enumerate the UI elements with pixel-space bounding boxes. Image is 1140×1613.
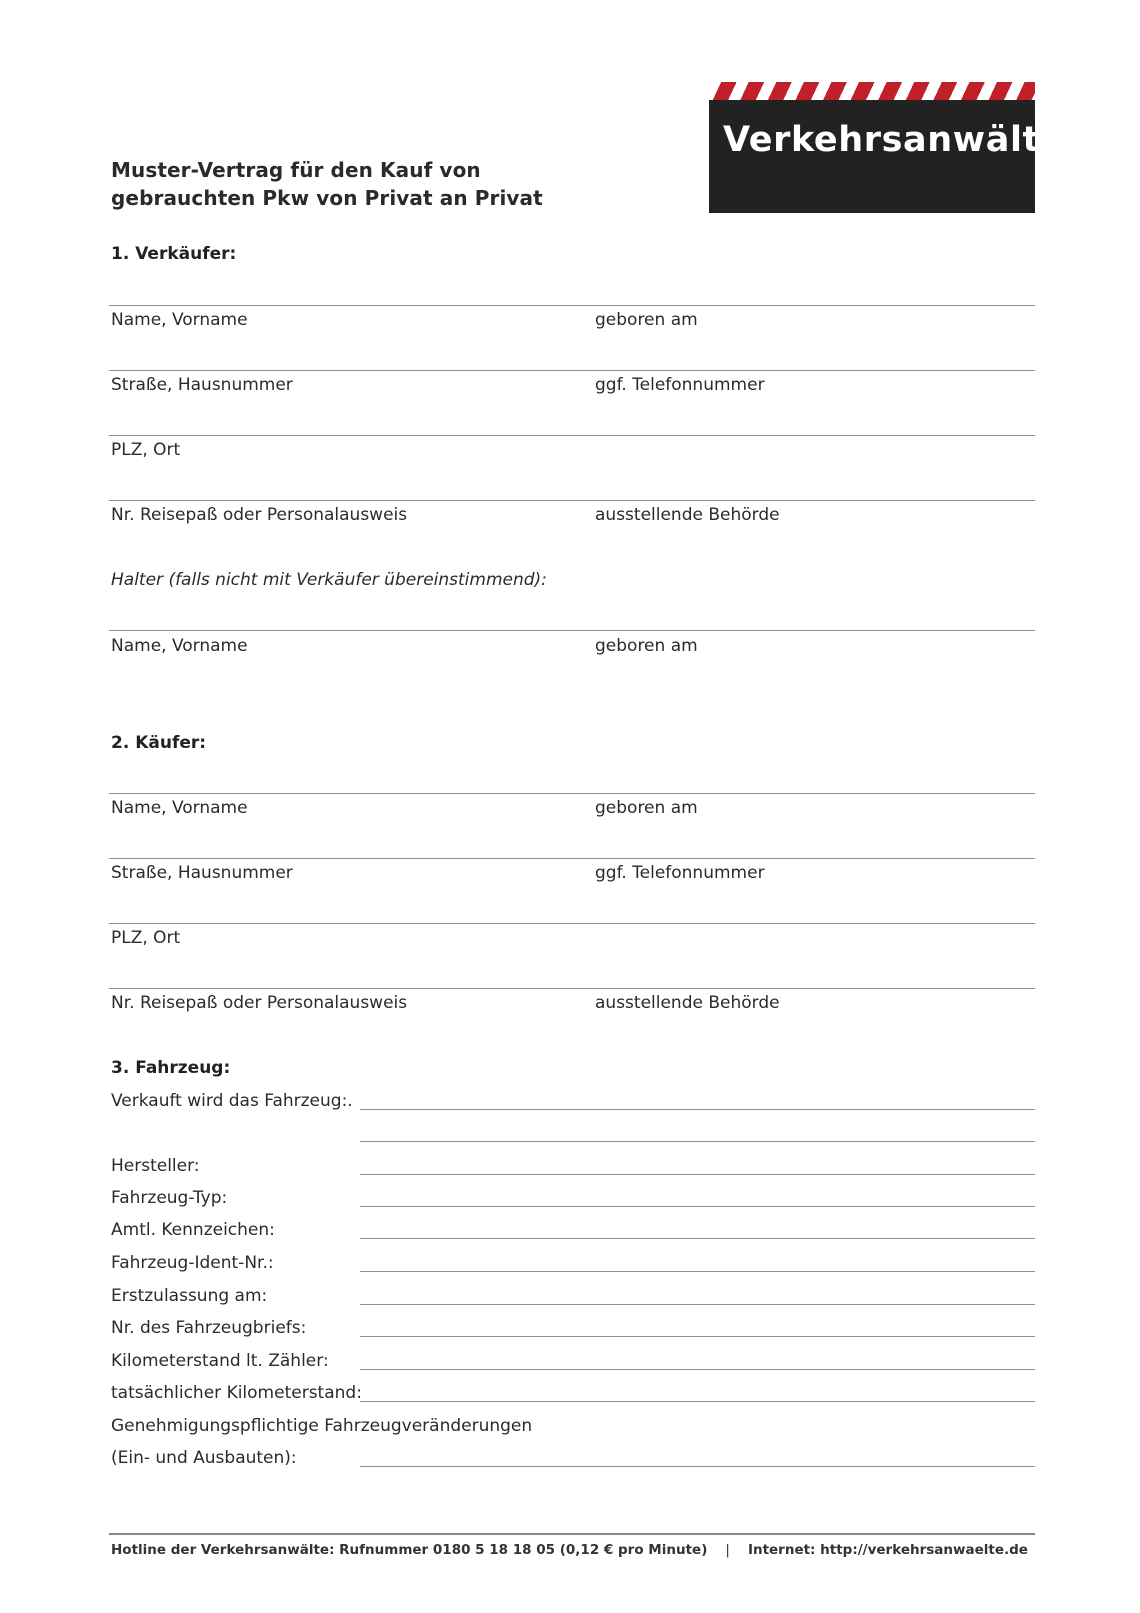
seller-phone-label: ggf. Telefonnummer [595,375,765,395]
holder-name-label: Name, Vorname [111,636,248,656]
holder-birthdate-label: geboren am [595,636,698,656]
buyer-phone-label: ggf. Telefonnummer [595,863,765,883]
seller-street-line [109,370,1035,371]
buyer-street-line [109,858,1035,859]
seller-id-line [109,500,1035,501]
vehicle-document-line [360,1336,1035,1337]
section-seller-heading: 1. Verkäufer: [111,244,237,264]
seller-name-label: Name, Vorname [111,310,248,330]
footer [111,1542,1028,1558]
buyer-name-label: Name, Vorname [111,798,248,818]
logo-text: Verkehrsanwälte. [723,120,1079,160]
buyer-id-label: Nr. Reisepaß oder Personalausweis [111,993,408,1013]
vehicle-sold-line [360,1109,1035,1110]
verkehrsanwaelte-logo [709,82,1079,213]
vehicle-document-label: Nr. des Fahrzeugbriefs: [111,1318,307,1338]
section-vehicle-heading: 3. Fahrzeug: [111,1058,231,1078]
odometer-line [360,1369,1035,1370]
holder-name-line [109,630,1035,631]
actual-mileage-line [360,1401,1035,1402]
footer-internet[interactable]: Internet: http://verkehrsanwaelte.de [747,1542,1028,1558]
footer-hotline: Hotline der Verkehrsanwälte: Rufnummer 0180 5 18 18 05 (0,12 € pro Minute) [111,1542,708,1558]
license-plate-label: Amtl. Kennzeichen: [111,1220,275,1240]
footer-rule [109,1533,1035,1535]
seller-street-label: Straße, Hausnummer [111,375,293,395]
seller-city-label: PLZ, Ort [111,440,181,460]
buyer-city-label: PLZ, Ort [111,928,181,948]
seller-name-line [109,305,1035,306]
logo-stripe-band [709,82,1035,100]
title-line-2: gebrauchten Pkw von Privat an Privat [111,186,543,210]
vehicle-sold-line-2 [360,1141,1035,1142]
manufacturer-label: Hersteller: [111,1156,200,1176]
first-registration-label: Erstzulassung am: [111,1286,268,1306]
actual-mileage-label: tatsächlicher Kilometerstand: [111,1383,362,1403]
buyer-id-line [109,988,1035,989]
title-line-1: Muster-Vertrag für den Kauf von [111,158,481,182]
buyer-name-line [109,793,1035,794]
license-plate-line [360,1238,1035,1239]
vin-line [360,1271,1035,1272]
seller-id-label: Nr. Reisepaß oder Personalausweis [111,505,408,525]
modifications-label: Genehmigungspflichtige Fahrzeugveränderungen [111,1416,533,1436]
seller-authority-label: ausstellende Behörde [595,505,780,525]
seller-city-line [109,435,1035,436]
seller-birthdate-label: geboren am [595,310,698,330]
vehicle-type-line [360,1206,1035,1207]
modifications-line [360,1466,1035,1467]
vin-label: Fahrzeug-Ident-Nr.: [111,1253,274,1273]
document-title [111,156,543,212]
footer-separator: | [725,1542,730,1558]
modifications-sub-label: (Ein- und Ausbauten): [111,1448,297,1468]
section-buyer-heading: 2. Käufer: [111,733,207,753]
manufacturer-line [360,1174,1035,1175]
buyer-birthdate-label: geboren am [595,798,698,818]
buyer-street-label: Straße, Hausnummer [111,863,293,883]
vehicle-sold-label: Verkauft wird das Fahrzeug:. [111,1091,353,1111]
holder-note: Halter (falls nicht mit Verkäufer übereinstimmend): [111,570,547,590]
first-registration-line [360,1304,1035,1305]
vehicle-type-label: Fahrzeug-Typ: [111,1188,228,1208]
odometer-label: Kilometerstand lt. Zähler: [111,1351,329,1371]
buyer-authority-label: ausstellende Behörde [595,993,780,1013]
buyer-city-line [109,923,1035,924]
